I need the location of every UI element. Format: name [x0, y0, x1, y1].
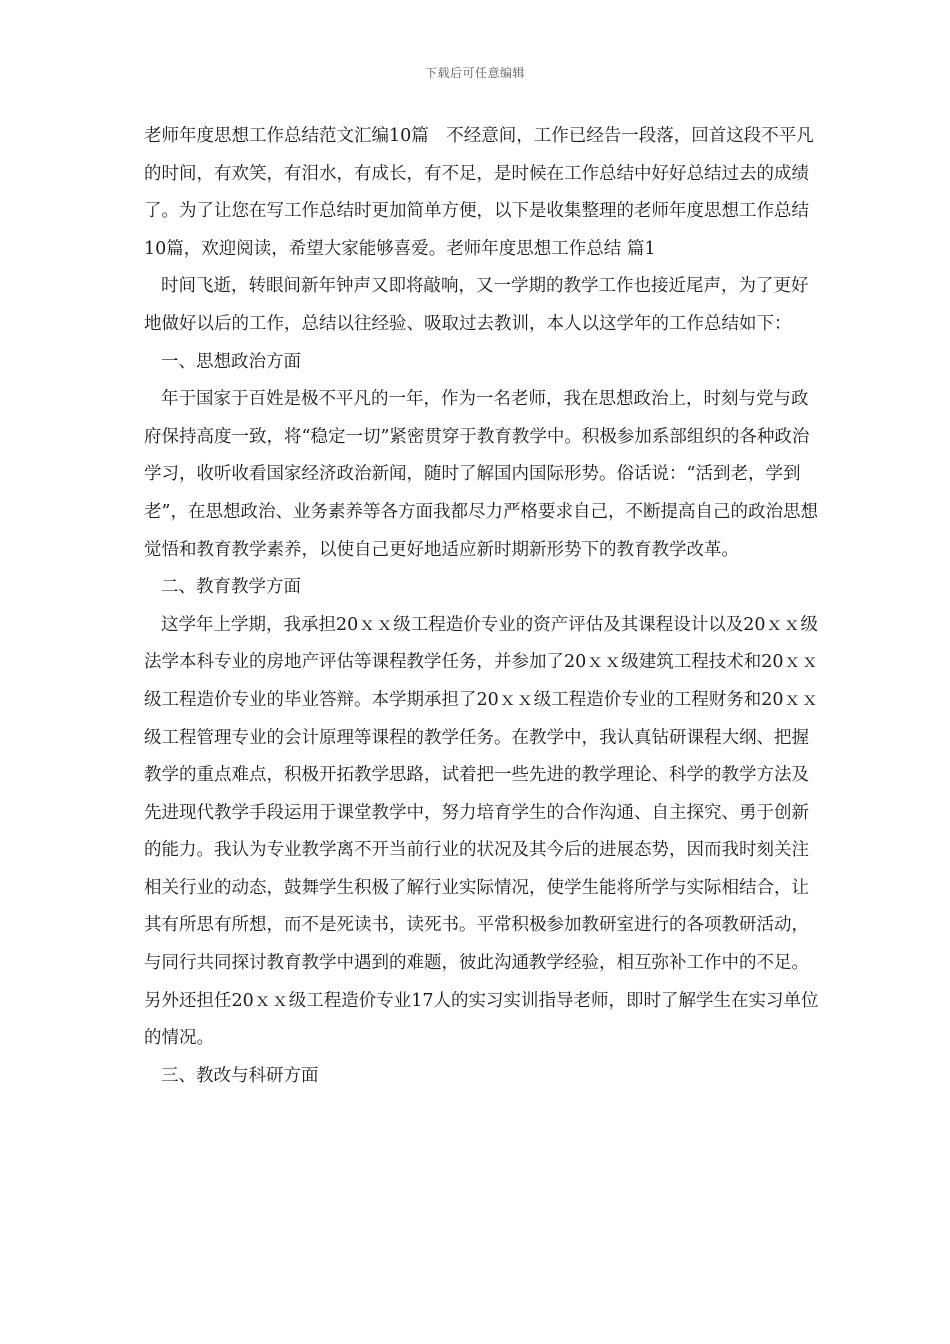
section-body-teaching: 这学年上学期，我承担20ｘｘ级工程造价专业的资产评估及其课程设计以及20ｘｘ级法学本科专业的房地产评估等课程教学任务，并参加了20ｘｘ级建筑工程技术和20ｘｘ级工程造价专业的毕业答辩。本学期承担了20ｘｘ级工程造价专业的工程财务和20ｘｘ级工程管理专业的会计原理等课程的教学任务。在教学中，我认真钻研课程大纲、把握教学的重点难点，积极开拓教学思路，试着把一些先进的教学理论、科学的教学方法及先进现代教学手段运用于课堂教学中，努力培育学生的合作沟通、自主探究、勇于创新的能力。我认为专业教学离不开当前行业的状况及其今后的进展态势，因而我时刻关注相关行业的动态，鼓舞学生积极了解行业实际情况，使学生能将所学与实际相结合，让其有所思有所想，而不是死读书，读死书。平常积极参加教研室进行的各项教研活动，与同行共同探讨教育教学中遇到的难题，彼此沟通教学经验，相互弥补工作中的不足。另外还担任20ｘｘ级工程造价专业17人的实习实训指导老师，即时了解学生在实习单位的情况。 — [144, 614, 819, 1049]
document-body — [144, 118, 820, 1095]
section-heading-research: 三、教改与科研方面 — [161, 1065, 319, 1086]
intro-paragraph: 老师年度思想工作总结范文汇编10篇 不经意间，工作已经告一段落，回首这段不平凡的时间，有欢笑，有泪水，有成长，有不足，是时候在工作总结中好好总结过去的成绩了。为了让您在写工作总结时更加简单方便，以下是收集整理的老师年度思想工作总结10篇，欢迎阅读，希望大家能够喜爱。老师年度思想工作总结 篇1 — [144, 126, 814, 259]
section-body-politics: 年于国家于百姓是极不平凡的一年，作为一名老师，我在思想政治上，时刻与党与政府保持高度一致，将“稳定一切”紧密贯穿于教育教学中。积极参加系部组织的各种政治学习，收听收看国家经济政治新闻，随时了解国内国际形势。俗话说：“活到老，学到老”，在思想政治、业务素养等各方面我都尽力严格要求自己，不断提高自己的政治思想觉悟和教育教学素养，以使自己更好地适应新时期新形势下的教育教学改革。 — [144, 389, 818, 560]
opening-paragraph: 时间飞逝，转眼间新年钟声又即将敲响，又一学期的教学工作也接近尾声，为了更好地做好以后的工作，总结以往经验、吸取过去教训，本人以这学年的工作总结如下： — [144, 276, 809, 334]
section-heading-teaching: 二、教育教学方面 — [161, 577, 301, 598]
page-header-note: 下载后可任意编辑 — [424, 66, 525, 80]
section-heading-politics: 一、思想政治方面 — [161, 351, 301, 372]
